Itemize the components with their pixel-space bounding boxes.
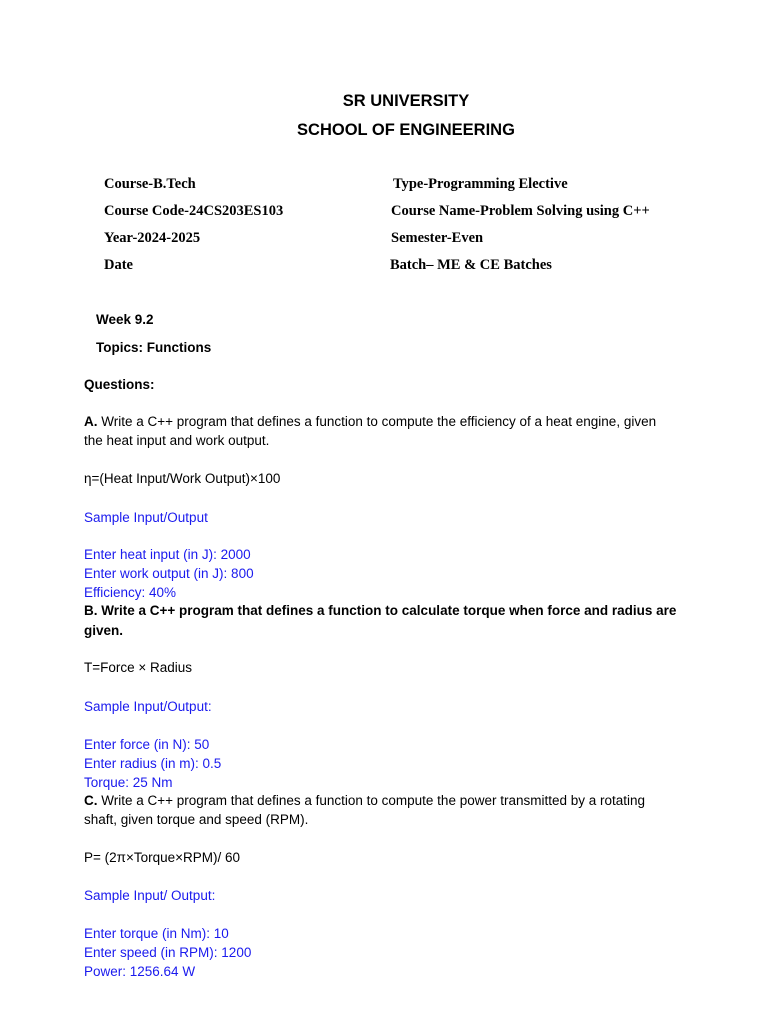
question-a-io-line: Efficiency: 40% bbox=[84, 585, 177, 600]
question-c-line1 bbox=[84, 791, 645, 810]
semester-label: Semester-Even bbox=[391, 230, 484, 246]
question-c-io-line: Power: 1256.64 W bbox=[84, 964, 196, 979]
question-c-letter: C. bbox=[84, 793, 98, 808]
week-label: Week 9.2 bbox=[96, 312, 154, 327]
question-b-io-line: Torque: 25 Nm bbox=[84, 775, 173, 790]
question-c-io-line: Enter torque (in Nm): 10 bbox=[84, 926, 229, 941]
question-a-sample-label: Sample Input/Output bbox=[84, 510, 208, 525]
year-label: Year-2024-2025 bbox=[104, 230, 201, 246]
topics-label: Topics: Functions bbox=[96, 340, 212, 355]
course-label: Course-B.Tech bbox=[104, 176, 196, 192]
question-b-io-line: Enter force (in N): 50 bbox=[84, 737, 210, 752]
course-code-label: Course Code-24CS203ES103 bbox=[104, 203, 284, 219]
type-label: Type-Programming Elective bbox=[393, 176, 568, 192]
school-title: SCHOOL OF ENGINEERING bbox=[297, 121, 515, 139]
question-b-line2: given. bbox=[84, 623, 124, 638]
question-b-sample-label: Sample Input/Output: bbox=[84, 699, 212, 714]
question-a-io-line: Enter work output (in J): 800 bbox=[84, 566, 254, 581]
question-c-line2: shaft, given torque and speed (RPM). bbox=[84, 812, 309, 827]
question-a-text: Write a C++ program that defines a function to compute the efficiency of a heat engine, given bbox=[97, 414, 657, 429]
question-a-formula: η=(Heat Input/Work Output)×100 bbox=[84, 471, 281, 486]
university-title: SR UNIVERSITY bbox=[342, 92, 470, 110]
question-c-io-line: Enter speed (in RPM): 1200 bbox=[84, 945, 252, 960]
batch-label: Batch– ME & CE Batches bbox=[390, 257, 552, 273]
question-b-formula: T=Force × Radius bbox=[84, 660, 193, 675]
questions-heading: Questions: bbox=[84, 377, 155, 392]
course-name-label: Course Name-Problem Solving using C++ bbox=[391, 203, 650, 219]
question-a-io-line: Enter heat input (in J): 2000 bbox=[84, 547, 251, 562]
question-c-text: Write a C++ program that defines a function to compute the power transmitted by a rotating bbox=[97, 793, 646, 808]
question-b-io-line: Enter radius (in m): 0.5 bbox=[84, 756, 222, 771]
question-a-line2: the heat input and work output. bbox=[84, 433, 270, 448]
question-a-line1 bbox=[84, 412, 656, 431]
question-a-letter: A. bbox=[84, 414, 98, 429]
date-label: Date bbox=[104, 257, 133, 273]
question-c-sample-label: Sample Input/ Output: bbox=[84, 888, 216, 903]
question-c-formula: P= (2π×Torque×RPM)/ 60 bbox=[84, 850, 241, 865]
question-b-line1: B. Write a C++ program that defines a function to calculate torque when force and radius are bbox=[84, 603, 677, 618]
